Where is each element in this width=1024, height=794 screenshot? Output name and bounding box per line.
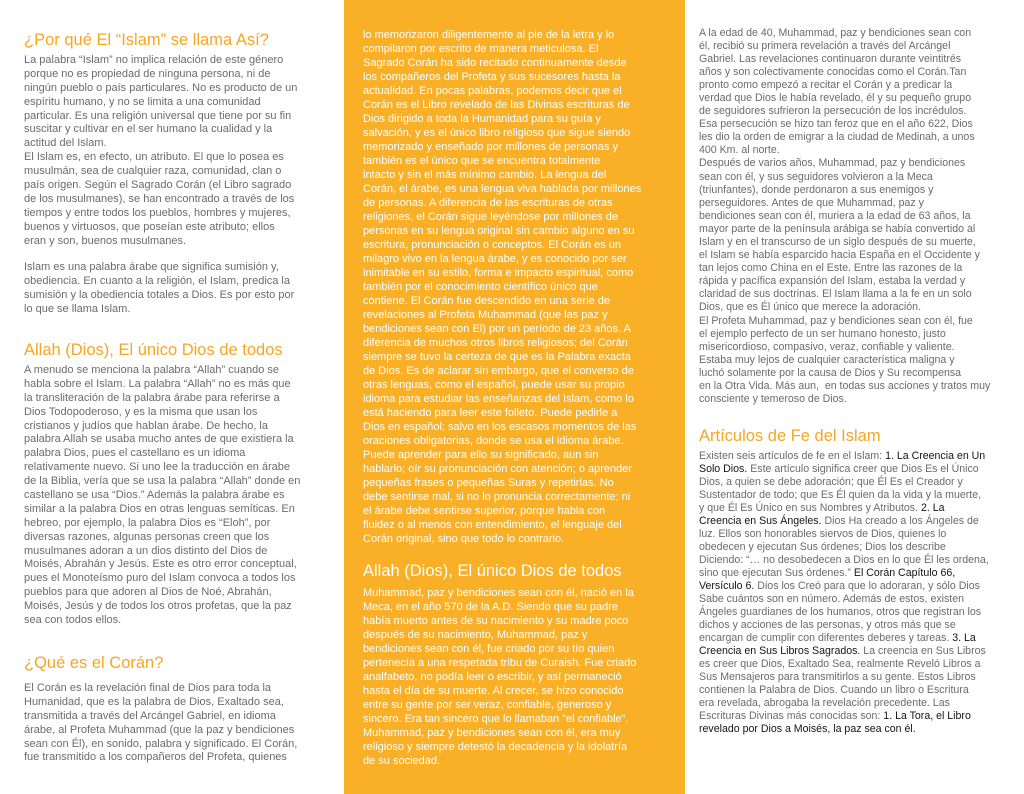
text-line: rápida y pacífica expansión del Islam, estaba la verdad y <box>699 275 966 288</box>
emphasis-text: Creencia en Sus Libros Sagrados. <box>699 644 861 657</box>
paragraph <box>699 27 990 407</box>
text-line: sean con él, y sus seguidores volvieron a la Meca <box>699 170 933 183</box>
section-heading: Allah (Dios), El único Dios de todos <box>363 562 622 580</box>
text-line: sincero. Era tan sincero que lo llamaban “el confiable”. <box>363 713 629 725</box>
text-line: religioso y siempre detestó la decadencia y la idolatría <box>363 741 628 753</box>
text-line: el Islam se había esparcido hacia España en el Occidente y <box>699 249 980 262</box>
emphasis-text: 3. La <box>952 631 976 644</box>
text-line: idioma para estudiar las enseñanzas del Islam, como lo <box>363 393 634 405</box>
body-text: encargan de cumplir con diferentes deberes y tareas. <box>699 631 953 644</box>
text-line: el árabe debe sentirse superior, porque habla con <box>363 505 606 517</box>
body-text: Escrituras Divinas más conocidas son: <box>699 709 884 722</box>
text-line: luchó solamente por la causa de Dios y Su recompensa <box>699 366 962 379</box>
text-line: misericordioso, compasivo, veraz, confiable y valiente. <box>699 340 955 353</box>
paragraph <box>699 450 989 736</box>
text-line: Islam y en el transcurso de un siglo después de su muerte, <box>699 236 976 248</box>
paragraph <box>363 586 636 768</box>
text-line: buenos y virtuosos, que poseían este atributo; ellos <box>24 220 275 233</box>
text-line: de su sociedad. <box>363 755 441 767</box>
text-line: debe sentirse mal, si no lo pronuncia correctamente; ni <box>363 491 631 503</box>
text-line: habla sobre el Islam. La palabra “Allah” no es más que <box>24 377 291 390</box>
text-line: era revelada, abrogaba la revelación precedente. Las <box>699 696 950 709</box>
text-line: intacto y sin el más mínimo cambio. La lengua del <box>363 169 607 181</box>
text-line: personas en su lengua original sin cambio alguno en su <box>363 225 635 237</box>
text-line: obedecen y ejecutan Sus órdenes; Dios los describe <box>699 540 946 553</box>
text-line <box>699 723 989 736</box>
text-line: dichos y acciones de las personas, y otros más que se <box>699 618 956 631</box>
body-text: y que Él Es Único en sus Nombres y Atributos. <box>699 501 921 514</box>
text-line: actitud del Islam. <box>24 137 107 150</box>
emphasis-text: Versículo 6. <box>699 579 755 592</box>
left-column <box>24 0 330 794</box>
text-line: la transliteración de la palabra árabe para referirse a <box>24 391 280 404</box>
text-line: también por el conocimiento científico único que <box>363 281 598 293</box>
text-line: está haciendo para leer este folleto. Puede pedirle a <box>363 407 618 419</box>
paragraph <box>24 261 294 317</box>
body-text: Dios los Creó para que lo adoraran, y sólo Dios <box>754 579 980 592</box>
body-text: La creencia en Sus Libros <box>860 644 986 657</box>
text-line: es creer que Dios, Exaltado Sea, realmente Reveló Libros a <box>699 657 981 670</box>
text-line: musulmanes adoran a un dios distinto del Dios de <box>24 544 268 557</box>
text-line: particular. Es una religión universal que tiene por su fin <box>24 109 292 122</box>
text-line: transmitida a través del Arcángel Gabriel, en idioma <box>24 709 276 722</box>
text-line: revelaciones al Profeta Muhammad (que las paz y <box>363 309 608 321</box>
text-line: Meca, en el año 570 de la A.D. Siendo que su padre <box>363 601 619 613</box>
text-line: religiones, el Corán sigue leyéndose por millones de <box>363 211 618 223</box>
text-line: analfabeto, no podía leer o escribir, y así permaneció <box>363 671 622 683</box>
section-heading: ¿Qué es el Corán? <box>24 654 164 672</box>
text-line: pequeñas frases o pequeñas Suras y repetirlas. No <box>363 477 614 489</box>
text-line: hasta el día de su muerte. Al crecer, se hizo conocido <box>363 685 624 697</box>
text-line: Dios dirigido a toda la Humanidad para su guía y <box>363 113 601 125</box>
text-line: oraciones obligatorias, donde se usa el idioma árabe. <box>363 435 624 447</box>
text-line: A la edad de 40, Muhammad, paz y bendiciones sean con <box>699 26 972 39</box>
paragraph <box>24 682 297 765</box>
text-line: milagro vivo en la lengua árabe, y es conocido por ser <box>363 253 627 265</box>
text-line: bendiciones sean con El) por un período de 23 años. A <box>363 323 631 335</box>
emphasis-text: 1. La Tora, el Libro <box>883 709 971 722</box>
body-text: Este artículo significa creer que Dios Es el Único <box>747 462 979 475</box>
text-line: Puede aprender para ello su significado, aun sin <box>363 449 599 461</box>
text-line: lo que se llama Islam. <box>24 302 131 315</box>
text-line: suscitar y cultivar en el ser humano la cualidad y la <box>24 123 273 136</box>
text-line: Muhammad, paz y bendiciones sean con él, nació en la <box>363 587 634 599</box>
text-line: de personas. A diferencia de las escrituras de otras <box>363 197 613 209</box>
paragraph <box>363 28 641 546</box>
text-line <box>699 450 989 463</box>
text-line: Humanidad, que es la palabra de Dios, Exaltado sea, <box>24 695 284 708</box>
text-line: perseguidores. Antes de que Muhammad, paz y <box>699 196 924 209</box>
text-line <box>699 567 989 580</box>
text-line: Ángeles guardianes de los humanos, otros que registran los <box>699 605 982 618</box>
section-heading: ¿Por qué El “Islam” se llama Así? <box>24 31 269 49</box>
text-line: entre su gente por ser veraz, confiable, generoso y <box>363 699 612 711</box>
text-line: obediencia. En cuanto a la religión, el Islam, predica la <box>24 274 290 287</box>
text-line: palabra Dios, pues el castellano es un idioma <box>24 447 246 460</box>
text-line: sea con todos ellos. <box>24 614 122 627</box>
text-line: Moisés, Jesús y de todos los otros profetas, que la paz <box>24 600 292 613</box>
text-line: Sustentador de todo; que Es Él quien da la vida y la muerte, <box>699 488 982 501</box>
text-line: él, recibió su primera revelación a través del Arcángel <box>699 39 951 52</box>
paragraph <box>24 364 300 628</box>
text-line: Estaba muy lejos de cualquier característica maligna y <box>699 353 955 366</box>
text-line: el ejemplo perfecto de un ser humano honesto, justo <box>699 327 946 340</box>
text-line: ningún pueblo o país particulares. No es producto de un <box>24 81 298 94</box>
text-line: los compañeros del Profeta y sus sucesores hasta la <box>363 71 621 83</box>
text-line: escritura, pronunciación o conceptos. El Corán es un <box>363 239 622 251</box>
text-line: verdad que Dios le había revelado, él y su pequeño grupo <box>699 91 972 104</box>
text-line: salvación, y es el único libro religioso que sigue siendo <box>363 127 631 139</box>
text-line: Gabriel. Las revelaciones continuaron durante veintitrés <box>699 52 962 65</box>
text-line: fue transmitido a los compañeros del Profeta, quienes <box>24 751 287 764</box>
body-text: Existen seis artículos de fe en el Islam: <box>699 449 886 462</box>
text-line: contiene. El Corán fue descendido en una serie de <box>363 295 611 307</box>
text-line: El Profeta Muhammad, paz y bendiciones sean con él, fue <box>699 314 973 327</box>
emphasis-text: 2. La <box>920 501 945 514</box>
text-line: Sagrado Corán ha sido recitado continuamente desde <box>363 57 627 69</box>
text-line: Muhammad, paz y bendiciones sean con él, era muy <box>363 727 621 739</box>
text-line: después de su nacimiento, Muhammad, paz y <box>363 629 588 641</box>
text-line: años y son colectivamente conocidas como el Corán.Tan <box>699 65 967 78</box>
text-line: bendiciones sean con él, muriera a la edad de 63 años, la <box>699 209 971 222</box>
text-line: eran y son, buenos musulmanes. <box>24 234 187 247</box>
text-line: de seguidores sufrieron la persecución de los incrédulos. <box>699 105 967 118</box>
text-line: diferencia de muchos otros libros religiosos; del Corán <box>363 337 628 349</box>
text-line: país origen. Según el Sagrado Corán (el Libro sagrado <box>24 179 292 192</box>
body-text: Dios Ha creado a los Ángeles de <box>821 514 979 527</box>
text-line: contienen la Palabra de Dios. Cuando un libro o Escritura <box>699 683 969 696</box>
text-line: tiempos y entre todos los pueblos, hombres y mujeres, <box>24 206 291 219</box>
text-line: porque no es propiedad de ninguna persona, ni de <box>24 67 271 80</box>
text-line: consciente y temeroso de Dios. <box>699 393 847 406</box>
text-line: Dios Todopoderoso, y es la misma que usan los <box>24 405 258 418</box>
text-line: de la Biblia, vería que se usa la palabra “Allah” donde en <box>24 475 301 488</box>
center-panel <box>344 0 685 794</box>
text-line: pronto como empezó a recitar el Corán y a predicar la <box>699 78 953 91</box>
text-line: pueblos para que adoren al Dios de Noé, Abrahán, <box>24 586 272 599</box>
text-line: Dios, a quien se debe adoración; que Él Es el Creador y <box>699 475 963 488</box>
text-line: sumisión y la obediencia totales a Dios. Es por esto por <box>24 288 295 301</box>
text-line: similar a la palabra Dios en otras lenguas semíticas. En <box>24 502 295 515</box>
text-line: El Corán es la revelación final de Dios para toda la <box>24 682 272 694</box>
text-line: palabra Allah se usaba mucho antes de que existiera la <box>24 433 294 446</box>
text-line: Corán, el árabe, es una lengua viva hablada por millones <box>363 183 642 195</box>
body-text: sino que ejecutan Sus órdenes.” <box>699 566 854 579</box>
text-line: A menudo se menciona la palabra “Allah” cuando se <box>24 364 279 376</box>
text-line: Moisés, Abrahán y Jesús. Este es otro error conceptual, <box>24 558 297 571</box>
text-line: de Dios. Es de aclarar sin embargo, que el converso de <box>363 365 634 377</box>
text-line: memorizado y enseñado por millones de personas y <box>363 141 618 153</box>
text-line: Corán es el Libro revelado de las Divinas escrituras de <box>363 99 630 111</box>
emphasis-text: 1. La Creencia en Un <box>885 449 986 462</box>
section-heading: Allah (Dios), El único Dios de todos <box>24 341 283 359</box>
text-line: Sabe cuántos son en número. Además de estos, existen <box>699 592 965 605</box>
paragraph <box>24 54 297 248</box>
text-line: Dios en español; salvo en los escasos momentos de las <box>363 421 637 433</box>
text-line: Corán original, sino que todo lo contrario. <box>363 533 565 545</box>
text-line: musulmán, sea de cualquier raza, comunidad, clan o <box>24 165 282 178</box>
text-line: pertenecía a una respetada tribu de Curaish. Fue criado <box>363 657 637 669</box>
text-line: cristianos y judíos que hablan árabe. De hecho, la <box>24 419 268 432</box>
text-line: Dios, que es Él único que merece la adoración. <box>699 301 922 314</box>
text-line: La palabra “Islam” no implica relación de este género <box>24 54 284 66</box>
text-line: claridad de sus doctrinas. El Islam llama a la fe en un solo <box>699 288 972 301</box>
text-line: otras lenguas, como el español, puede usar su propio <box>363 379 625 391</box>
text-line: de los musulmanes), se han encontrado a través de los <box>24 192 295 205</box>
text-line: Diciendo: “… no desobedecen a Dios en lo que Él les ordena, <box>699 553 989 566</box>
text-line: mayor parte de la península arábiga se había convertido al <box>699 222 976 235</box>
text-line: compilaron por escrito de manera meticulosa. El <box>363 43 599 55</box>
text-line: Islam es una palabra árabe que significa sumisión y, <box>24 261 279 273</box>
text-line <box>699 580 989 593</box>
center-column <box>363 0 678 794</box>
text-line: en la Otra Vida. Más aun, en todas sus acciones y tratos muy <box>699 380 991 393</box>
text-line: espíritu humano, y no se limita a una comunidad <box>24 95 261 108</box>
text-line <box>699 502 989 515</box>
text-line: Esa persecución se hizo tan feroz que en el año 622, Dios <box>699 118 973 131</box>
text-line: 400 Km. al norte. <box>699 144 780 157</box>
text-line: fluidez o al menos con entendimiento, el lenguaje del <box>363 519 622 531</box>
text-line <box>699 515 989 528</box>
text-line: hablarlo; oír su pronunciación con atención; o aprender <box>363 463 633 475</box>
emphasis-text: revelado por Dios a Moisés, la paz sea con él. <box>699 722 916 735</box>
text-line: (triunfantes), donde perdonaron a sus enemigos y <box>699 183 934 196</box>
text-line: siempre se tuvo la certeza de que es la Palabra exacta <box>363 351 631 363</box>
text-line: diversas razones, algunas personas creen que los <box>24 530 270 543</box>
emphasis-text: Solo Dios. <box>699 462 748 475</box>
text-line: árabe, al Profeta Muhammad (que la paz y bendiciones <box>24 723 295 736</box>
emphasis-text: El Corán Capítulo 66, <box>853 566 956 579</box>
text-line: inimitable en su estilo, forma e impacto espiritual, como <box>363 267 634 279</box>
emphasis-text: Creencia en Sus Ángeles. <box>699 514 822 527</box>
text-line: hebreo, por ejemplo, la palabra Dios es “Eloh”, por <box>24 516 271 529</box>
text-line: actualidad. En pocas palabras, podemos decir que el <box>363 85 622 97</box>
text-line <box>699 710 989 723</box>
right-column <box>699 0 1017 794</box>
text-line <box>699 645 989 658</box>
text-line: les dio la orden de emigrar a la ciudad de Medinah, a unos <box>699 131 975 144</box>
text-line <box>699 632 989 645</box>
section-heading: Artículos de Fe del Islam <box>699 427 881 445</box>
text-line: bendiciones sean con él, fue criado por su tío quien <box>363 643 615 655</box>
text-line: también es el único que se encuentra totalmente <box>363 155 601 167</box>
text-line: relativamente nuevo. Si uno lee la traducción en árabe <box>24 461 291 474</box>
text-line: había muerto antes de su nacimiento y su madre poco <box>363 615 629 627</box>
text-line: tan lejos como China en el Este. Entre las razones de la <box>699 262 963 275</box>
text-line <box>699 463 989 476</box>
text-line: El Islam es, en efecto, un atributo. El que lo posea es <box>24 151 284 164</box>
text-line: sean con Él), en sonido, palabra y significado. El Corán, <box>24 737 298 750</box>
text-line: Después de varios años, Muhammad, paz y bendiciones <box>699 157 966 170</box>
text-line: lo memorizaron diligentemente al pie de la letra y lo <box>363 29 615 41</box>
text-line: castellano se usa “Dios.” Además la palabra árabe es <box>24 489 285 502</box>
text-line: luz. Ellos son honorables siervos de Dios, quienes lo <box>699 527 947 540</box>
text-line: pues el Monoteísmo puro del Islam convoca a todos los <box>24 572 296 585</box>
text-line: Sus Mensajeros para transmitirlos a su gente. Estos Libros <box>699 670 976 683</box>
